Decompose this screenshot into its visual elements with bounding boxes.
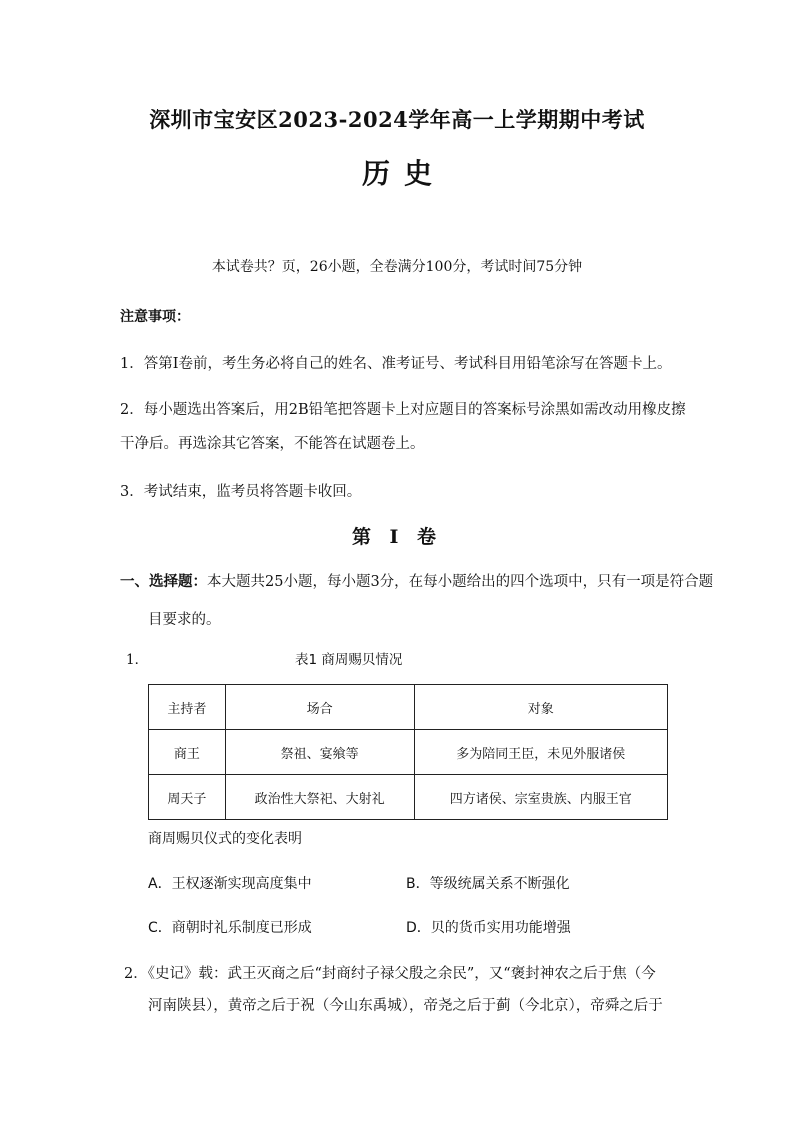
subject-title: 历史 <box>361 157 446 190</box>
table-header-cell: 场合 <box>225 685 414 730</box>
option-b: B．等级统属关系不断强化 <box>406 876 570 892</box>
table-cell: 周天子 <box>149 775 226 820</box>
table-cell: 祭祖、宴飨等 <box>225 730 414 775</box>
option-d: D．贝的货币实用功能增强 <box>406 920 571 936</box>
note-item-2: 2．每小题选出答案后，用2B铅笔把答题卡上对应题目的答案标号涂黑如需改动用橡皮擦 <box>120 402 686 418</box>
table-row <box>149 730 668 775</box>
table-header-cell: 主持者 <box>149 685 226 730</box>
part-text: 本大题共25小题，每小题3分，在每小题给出的四个选项中，只有一项是符合题 <box>207 574 714 590</box>
part-label: 一、选择题： <box>120 574 207 590</box>
note-item-3: 3．考试结束，监考员将答题卡收回。 <box>120 484 362 500</box>
question-number-1: 1． <box>126 652 149 668</box>
part-instruction <box>120 570 713 591</box>
exam-title: 深圳市宝安区2023-2024学年高一上学期期中考试 <box>149 107 645 132</box>
table-cell: 四方诸侯、宗室贵族、内服王官 <box>414 775 668 820</box>
question-2-line-1: 2．《史记》载：武王灭商之后“封商纣子禄父殷之余民”，又“褒封神农之后于焦（今 <box>124 966 656 982</box>
section-title: 第 Ⅰ 卷 <box>351 526 443 548</box>
notes-heading: 注意事项： <box>120 309 190 325</box>
part-instruction-cont: 目要求的。 <box>148 612 221 628</box>
question-stem-1: 商周赐贝仪式的变化表明 <box>148 831 302 847</box>
option-c: C．商朝时礼乐制度已形成 <box>148 920 312 936</box>
exam-info: 本试卷共？页，26小题，全卷满分100分，考试时间75分钟 <box>211 259 583 275</box>
note-item-1: 1．答第Ⅰ卷前，考生务必将自己的姓名、准考证号、考试科目用铅笔涂写在答题卡上。 <box>120 356 672 372</box>
option-a: A．王权逐渐实现高度集中 <box>148 876 312 892</box>
table-cell: 政治性大祭祀、大射礼 <box>225 775 414 820</box>
table-row <box>149 775 668 820</box>
table-cell: 商王 <box>149 730 226 775</box>
table-caption: 表1 商周赐贝情况 <box>295 652 403 668</box>
table-cell: 多为陪同王臣，未见外服诸侯 <box>414 730 668 775</box>
table-header-row <box>149 685 668 730</box>
question-2-line-2: 河南陕县），黄帝之后于祝（今山东禹城），帝尧之后于蓟（今北京），帝舜之后于 <box>148 998 663 1014</box>
note-item-2-cont: 干净后。再选涂其它答案，不能答在试题卷上。 <box>120 436 425 452</box>
table-header-cell: 对象 <box>414 685 668 730</box>
gift-table <box>148 684 668 820</box>
